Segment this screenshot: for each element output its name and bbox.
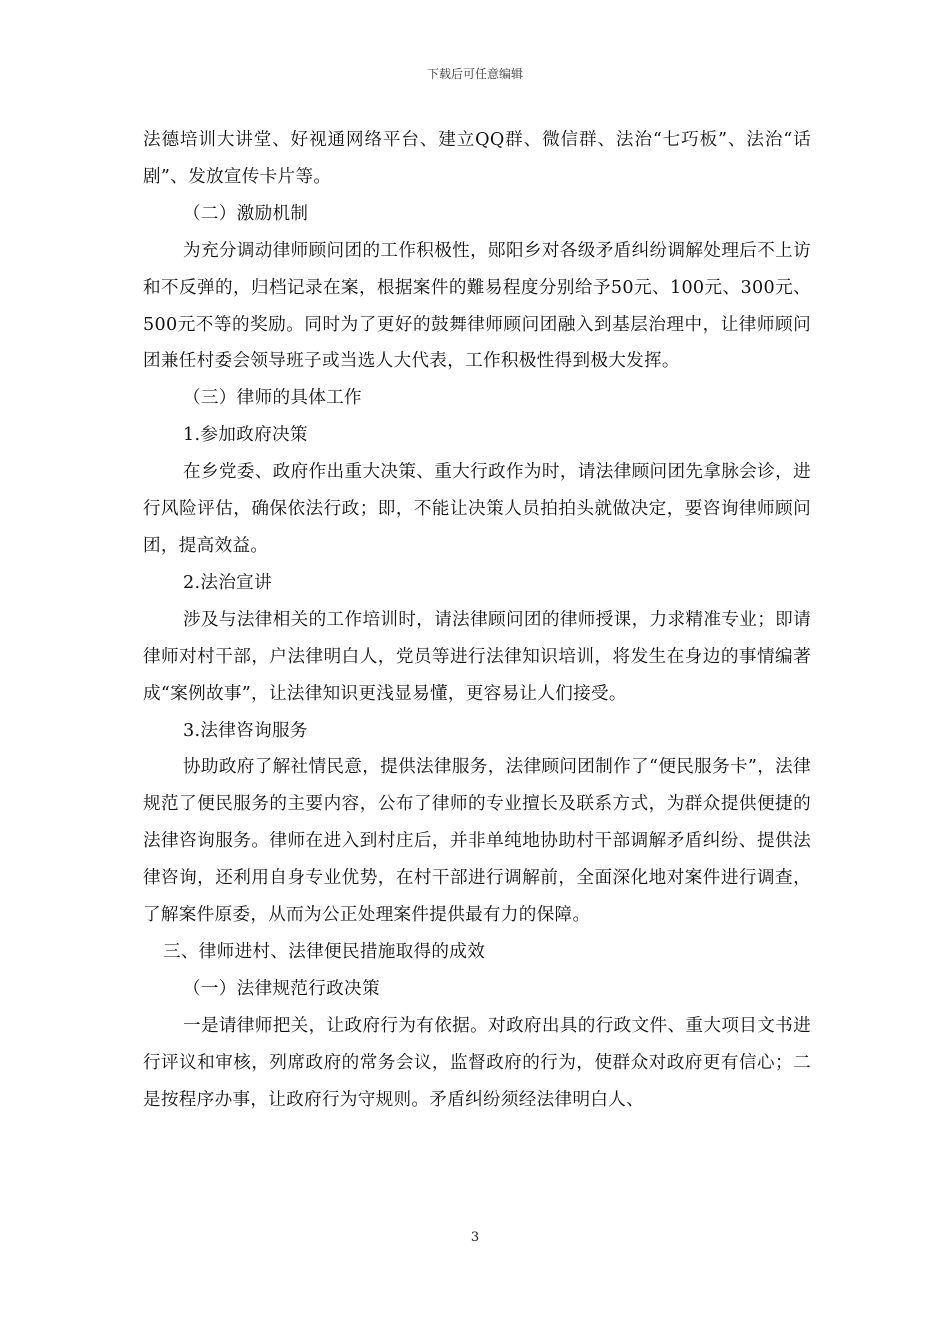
body-paragraph-decision-making: 在乡党委、政府作出重大决策、重大行政作为时，请法律顾问团先拿脉会诊，进行风险评估，确保依法行政；即，不能让决策人员拍拍头就做决定，要咨询律师顾问团，提高效益。	[143, 462, 811, 556]
subheading-decision-making: 1.参加政府决策	[183, 425, 308, 446]
body-paragraph-legal-consulting: 协助政府了解社情民意，提供法律服务，法律顾问团制作了“便民服务卡”，法律规范了便民服务的主要内容，公布了律师的专业擅长及联系方式，为群众提供便捷的法律咨询服务。律师在进入到村庄后，并非单纯地协助村干部调解矛盾纠纷、提供法律咨询，还利用自身专业优势，在村干部进行调解前，全面深化地对案件进行调查，了解案件原委，从而为公正处理案件提供最有力的保障。	[143, 757, 811, 926]
section-heading-lawyer-work: （三）律师的具体工作	[183, 388, 362, 409]
section-heading-results: 三、律师进村、法律便民措施取得的成效	[163, 941, 486, 962]
subheading-legal-consulting: 3.法律咨询服务	[183, 720, 308, 741]
body-paragraph-incentive: 为充分调动律师顾问团的工作积极性，郧阳乡对各级矛盾纠纷调解处理后不上访和不反弹的，归档记录在案，根据案件的難易程度分别给予50元、100元、300元、500元不等的奖励。同时为了更好的鼓舞律师顾问团融入到基层治理中，让律师顾问团兼任村委会领导班子或当选人大代表，工作积极性得到极大发挥。	[143, 240, 811, 372]
section-heading-incentive: （二）激励机制	[183, 203, 309, 224]
page-header-note: 下载后可任意编辑	[426, 67, 523, 81]
body-paragraph-continuation: 法德培训大讲堂、好视通网络平台、建立QQ群、微信群、法治“七巧板”、法治“话剧”、发放宣传卡片等。	[143, 130, 811, 187]
document-body	[143, 122, 811, 1118]
body-paragraph-administrative-decisions: 一是请律师把关，让政府行为有依据。对政府出具的行政文件、重大项目文书进行评议和审核，列席政府的常务会议，监督政府的行为，使群众对政府更有信心；二是按程序办事，让政府行为守规则。矛盾纠纷须经法律明白人、	[143, 1015, 811, 1110]
page-number: 3	[470, 1230, 480, 1245]
body-paragraph-legal-lectures: 涉及与法律相关的工作培训时，请法律顾问团的律师授课，力求精准专业；即请律师对村干部，户法律明白人，党员等进行法律知识培训，将发生在身边的事情编著成“案例故事”，让法律知识更浅显易懂，更容易让人们接受。	[143, 609, 811, 704]
subheading-administrative-decisions: （一）法律规范行政决策	[183, 978, 380, 999]
subheading-legal-lectures: 2.法治宣讲	[183, 572, 272, 593]
